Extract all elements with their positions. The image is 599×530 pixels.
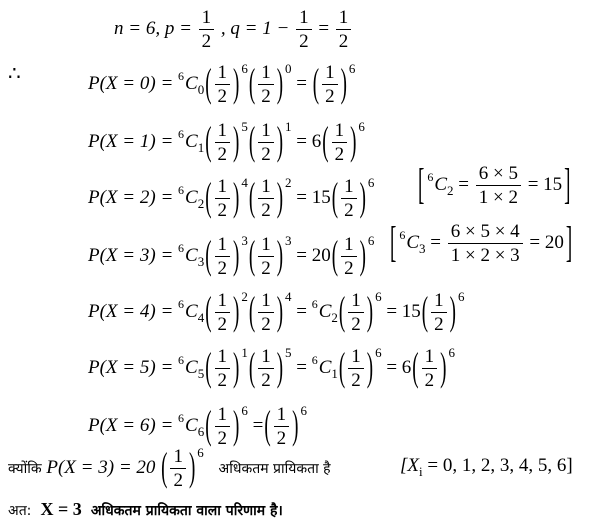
q-fraction-2: $\frac{1}{2}$: [336, 8, 352, 51]
final-text: अधिकतम प्रायिकता वाला परिणाम है।: [90, 503, 283, 519]
row-tail: =: [252, 415, 264, 436]
final-expression: X = 3: [40, 499, 82, 519]
probability-row: $P(X = 0) = ^6C_0$( $\frac{1}{2}$ ) $^6$( $\frac{1}{2}$ ) $^0$ = ( $\frac{1}{2}$ ) $^6$: [88, 61, 356, 108]
probability-row: $P(X = 2) = ^6C_2$( $\frac{1}{2}$ ) $^4$( $\frac{1}{2}$ ) $^2$ = 15( $\frac{1}{2}$ ) $^6$: [88, 175, 375, 222]
row-lhs: P(X = 0) =: [88, 73, 179, 94]
conclusion-prefix: क्योंकि: [8, 461, 42, 477]
row-tail: = 6: [296, 131, 322, 152]
c2-note: [ $^6C_2$ = $\frac{6 \times 5}{1 \times 2}$ = 15 ]: [418, 161, 571, 210]
probability-row: $P(X = 5) = ^6C_5$( $\frac{1}{2}$ ) $^1$( $\frac{1}{2}$ ) $^5 = ^6C_1$( $\frac{1}{2}$ ) $^6$ = 6( $\frac{1}{2}$ ) $^6$: [88, 345, 455, 392]
row-tail: = 15: [386, 301, 421, 322]
row-lhs: P(X = 2) =: [88, 187, 179, 208]
conclusion-line: क्योंकि P(X = 3) = 20 ( $\frac{1}{2}$ ) $^6$ अधिकतम प्रायिकता है: [8, 445, 331, 492]
equals-sign: =: [318, 17, 334, 39]
row-tail: =: [296, 73, 312, 94]
row-lhs: P(X = 3) =: [88, 245, 179, 266]
row-tail: = 20: [296, 245, 331, 266]
row-lhs: P(X = 1) =: [88, 131, 179, 152]
probability-row: $P(X = 3) = ^6C_3$( $\frac{1}{2}$ ) $^3$( $\frac{1}{2}$ ) $^3$ = 20( $\frac{1}{2}$ ) $^6$: [88, 233, 375, 280]
conclusion-expression: P(X = 3) = 20: [46, 457, 156, 478]
row-tail: = 15: [296, 187, 331, 208]
c3-fraction: $\frac{6 \times 5 \times 4}{1 \times 2 \times 3}$: [448, 222, 523, 265]
parameters-line: [114, 8, 353, 51]
c3-note: [ $^6C_3$ = $\frac{6 \times 5 \times 4}{1 \times 2 \times 3}$ = 20 ]: [390, 219, 573, 268]
final-line: [8, 500, 283, 520]
row-tail: = 6: [386, 357, 412, 378]
q-fraction-1: $\frac{1}{2}$: [296, 8, 312, 51]
final-prefix: अत:: [8, 503, 32, 519]
probability-row: $P(X = 1) = ^6C_1$( $\frac{1}{2}$ ) $^5$( $\frac{1}{2}$ ) $^1$ = 6( $\frac{1}{2}$ ) $^6$: [88, 119, 365, 166]
q-definition: , q = 1 −: [220, 17, 295, 39]
probability-row: $P(X = 6) = ^6C_6$( $\frac{1}{2}$ ) $^6$ =( $\frac{1}{2}$ ) $^6$: [88, 403, 307, 450]
n-p-definition: n = 6, p =: [114, 17, 197, 39]
row-lhs: P(X = 4) =: [88, 301, 179, 322]
c2-fraction: $\frac{6 \times 5}{1 \times 2}$: [476, 164, 521, 207]
row-lhs: P(X = 6) =: [88, 415, 179, 436]
probability-row: $P(X = 4) = ^6C_4$( $\frac{1}{2}$ ) $^2$( $\frac{1}{2}$ ) $^4 = ^6C_2$( $\frac{1}{2}$ ) $^6$ = 15( $\frac{1}{2}$ ) $^6$: [88, 289, 465, 336]
xi-range: [$X_i = 0$, 1, 2, 3, 4, 5, 6]: [400, 455, 573, 479]
p-fraction: $\frac{1}{2}$: [199, 8, 215, 51]
row-lhs: P(X = 5) =: [88, 357, 179, 378]
therefore-symbol: ∴: [8, 63, 21, 85]
conclusion-suffix: अधिकतम प्रायिकता है: [218, 461, 331, 477]
